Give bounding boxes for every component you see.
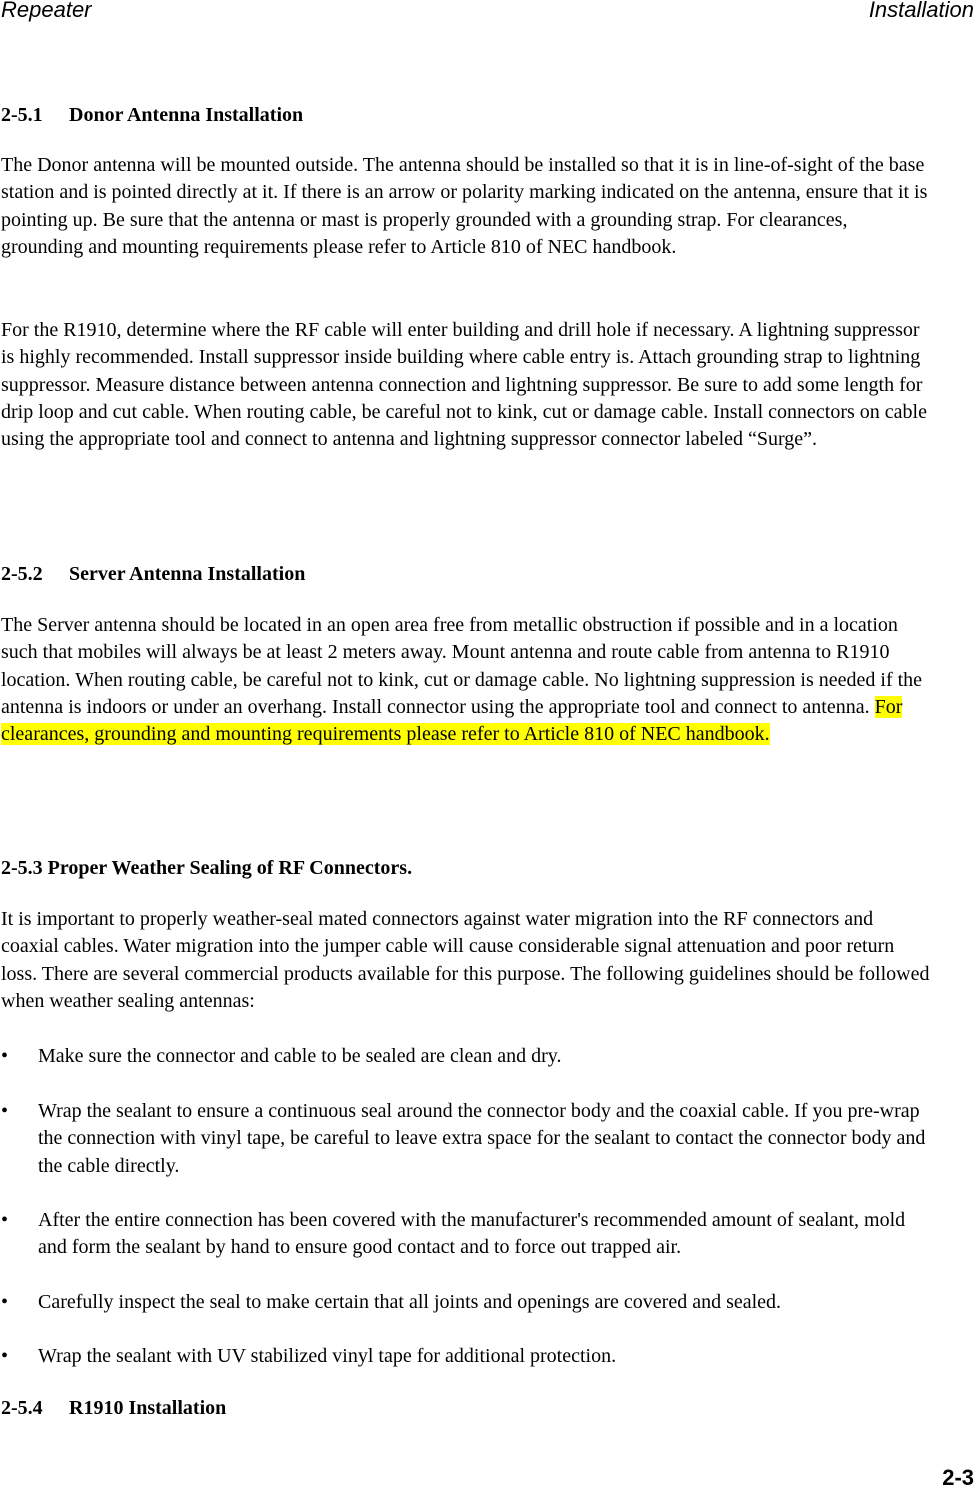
bullet-icon: •: [1, 1209, 9, 1231]
bullet-icon: •: [1, 1100, 9, 1122]
bullet-icon: •: [1, 1045, 9, 1067]
list-item-text: Make sure the connector and cable to be sealed are clean and dry.: [38, 1045, 562, 1067]
list-item-text: Wrap the sealant to ensure a continuous seal around the connector body and the coaxial cable. If you pre-wrap the connection with vinyl tape, be careful to leave extra space for the sealant to contact the connector body and the cable directly.: [38, 1100, 926, 1177]
section-title: Server Antenna Installation: [69, 563, 306, 585]
list-item: [1, 1098, 931, 1180]
list-item: [1, 1343, 931, 1370]
section-title: Donor Antenna Installation: [69, 104, 304, 126]
section-number: 2-5.2: [1, 563, 43, 585]
section-number: 2-5.1: [1, 104, 43, 126]
running-header-right: Installation: [868, 0, 974, 22]
list-item-text: Carefully inspect the seal to make certain that all joints and openings are covered and sealed.: [38, 1291, 782, 1313]
donor-antenna-paragraph-1: The Donor antenna will be mounted outside. The antenna should be installed so that it is in line-of-sight of the base station and is pointed directly at it. If there is an arrow or polarity marking indicated on the antenna, ensure that it is pointing up. Be sure that the antenna or mast is properly grounded with a grounding strap. For clearances, grounding and mounting requirements please refer to Article 810 of NEC handbook.: [1, 154, 928, 258]
server-antenna-text: The Server antenna should be located in an open area free from metallic obstruction if possible and in a location such that mobiles will always be at least 2 meters away. Mount antenna and route cable from antenna to R1910 location. When routing cable, be careful not to kink, cut or damage cable. No lightning suppression is needed if the antenna is indoors or under an overhang. Install connector using the appropriate tool and connect to antenna.: [1, 614, 923, 718]
donor-antenna-paragraph-2: For the R1910, determine where the RF cable will enter building and drill hole if necessary. A lightning suppressor is highly recommended. Install suppressor inside building where cable entry is. Attach grounding strap to lightning suppressor. Measure distance between antenna connection and lightning suppressor. Be sure to add some length for drip loop and cut cable. When routing cable, be careful not to kink, cut or damage cable. Install connectors on cable using the appropriate tool and connect to antenna and lightning suppressor connector labeled “Surge”.: [1, 319, 927, 451]
list-item: [1, 1207, 931, 1262]
section-heading-donor-antenna: [1, 102, 303, 129]
server-antenna-paragraph: [1, 612, 931, 748]
section-heading-weather-sealing: 2-5.3 Proper Weather Sealing of RF Connectors.: [1, 857, 413, 879]
section-number: 2-5.4: [1, 1397, 43, 1419]
section-heading-server-antenna: [1, 561, 305, 588]
weather-sealing-paragraph: It is important to properly weather-seal mated connectors against water migration into the RF connectors and coaxial cables. Water migration into the jumper cable will cause considerable signal attenuation and poor return loss. There are several commercial products available for this purpose. The following guidelines should be followed when weather sealing antennas:: [1, 908, 930, 1012]
list-item: [1, 1043, 931, 1070]
page-number: 2-3: [942, 1465, 974, 1490]
running-header-left: Repeater: [1, 0, 92, 22]
section-heading-r1910-installation: [1, 1395, 226, 1422]
bullet-icon: •: [1, 1345, 9, 1367]
list-item-text: After the entire connection has been covered with the manufacturer's recommended amount of sealant, mold and form the sealant by hand to ensure good contact and to force out trapped air.: [38, 1209, 906, 1259]
bullet-icon: •: [1, 1291, 9, 1313]
highlighted-nec-reference: For clearances, grounding and mounting requirements please refer to Article 810 of NEC handbook.: [1, 695, 903, 746]
list-item-text: Wrap the sealant with UV stabilized vinyl tape for additional protection.: [38, 1345, 617, 1367]
section-title: R1910 Installation: [69, 1397, 227, 1419]
list-item: [1, 1289, 931, 1316]
